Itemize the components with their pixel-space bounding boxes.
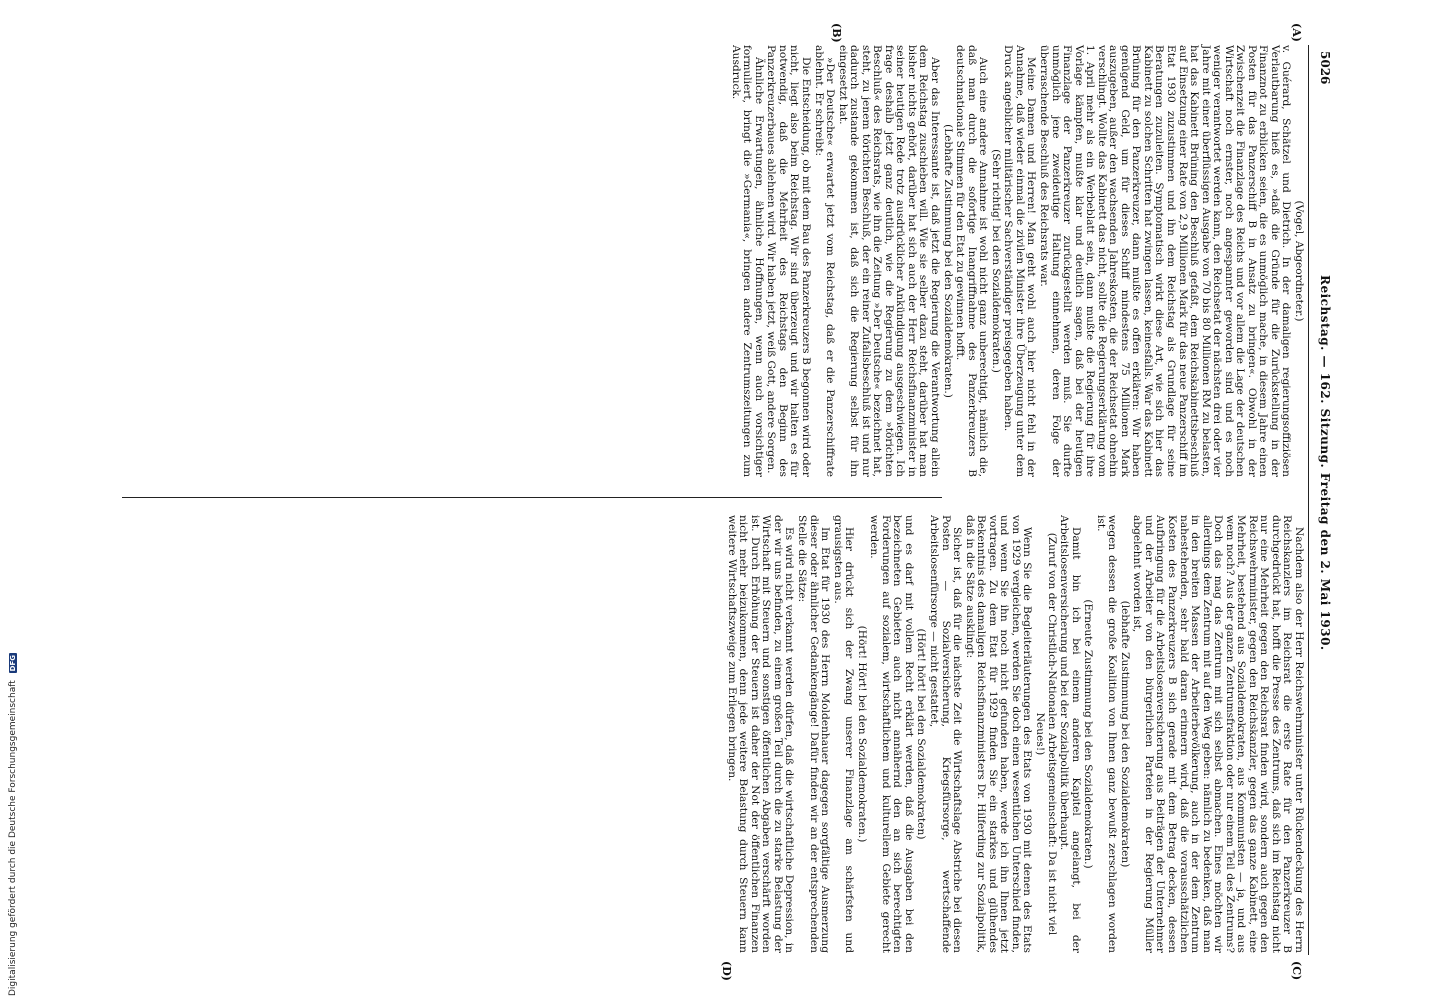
paragraph: v. Guérard, Schätzel und Dietrich. In der damaligen regierungsoffiziösen Verlautbarung hieß es, »daß die Gründe für die Zurückstellung in der Finanznot zu erblicken seien, die es unmöglich mache, in diesem Jahre einen Posten für das Panzerschiff B in Ansatz zu bringen«. Obwohl in der Zwischenzeit die Finanzlage des Reichs und vor allem die Lage der deutschen Wirtschaft noch ernster, noch angespannter geworden sind und es noch weniger verantwortet werden kann, den Reichsetat der nächsten drei oder vier Jahre mit einer überflüssigen Ausgabe von 70 bis 80 Millionen RM zu belasten, hat das Kabinett Brüning den Beschluß gefaßt, dem Reichskabinettsbeschluß auf Einsetzung einer Rate von 2,9 Millionen Mark für das neue Panzerschiff im Etat 1930 zuzustimmen und ihn dem Reichstag als Grundlage für seine Beratungen zuzuleiten. Symptomatisch wirkt diese Art, wie sich hier das Kabinett zu solchen Schritten hat zwingen lassen, keinesfalls. War das Kabinett Brüning für den Panzerkreuzer, dann mußte es offen erklären: Wir haben genügend Geld, um für dieses Schiff mindestens 75 Millionen Mark auszugeben, außer den wachsenden Jahreskosten, die der Reichsetat ohnehin verschlingt. Wollte das Kabinett das nicht, sollte die Regierungserklärung vom 1. April mehr als ein Werbeblatt sein, dann mußte die Regierung für ihre Vorlage kämpfen, mußte klar und deutlich sagen, daß bei der heutigen Finanzlage der Panzerkreuzer zurückgestellt werden muß. Sie durfte unmöglich jene zweideutige Haltung einnehmen, deren Folge der überraschende Beschluß des Reichsrats war. [1037,45,1293,477]
column-rule [122,497,942,498]
margin-letter-b: (B) [830,23,843,43]
dfg-logo: DFG [9,655,17,672]
interjection: (Sehr richtig! bei den Sozialdemokraten.) [989,149,1002,373]
paragraph: Im Etat für 1930 des Herrn Moldenhauer dagegen sorgfältige Ausmerzung dieser oder ähnlicher Gedankengänge! Dafür finden wir an der entsprechenden Stelle die Sätze: [796,515,832,953]
page-header [1310,45,1332,955]
rotated-document [102,23,1332,981]
margin-letter-d: (D) [720,961,733,981]
paragraph: Auch eine andere Annahme ist wohl nicht ganz unberechtigt, nämlich die, daß man durch die sofortige Inangriffnahme des Panzerkreuzers B deutschnationale Stimmen für den Etat zu gewinnen hofft. [954,45,990,477]
quotation: Die Entscheidung, ob mit dem Bau des Panzerkreuzers B begonnen wird oder nicht, liegt also beim Reichstag. Wir sind überzeugt und wir halten es für notwendig, daß die Mehrheit des Reichstags den Beginn des Panzerkreuzerbaues ablehnen wird. Wir haben jetzt, weiß Gott, andere Sorgen. [765,45,813,477]
header-rule [1308,45,1309,955]
page-number: 5026 [1318,51,1332,85]
paragraph: wegen dessen die große Koalition von Ihnen ganz bewußt zerschlagen worden ist. [1094,515,1119,953]
quotation: und es darf mit vollem Recht erklärt werden, daß die Ausgaben bei den bezeichneten Gebieten auch nicht annähernd den an sich berechtigten Forderungen auf sozialem, wirtschaftlichem und kulturellem Gebiete gerecht werden. [868,515,915,953]
interjection: (Hört! hört! bei den Sozialdemokraten) [915,628,928,840]
quotation: Hier drückt sich der Zwang unserer Finanzlage am schärfsten und grausigsten aus. [831,515,856,953]
left-column [728,45,1304,477]
interjection: (Erneute Zustimmung bei den Sozialdemokraten.) [1082,599,1095,869]
paragraph: »Der Deutsche« erwartet jetzt vom Reichstag, daß er die Panzerschiffrate ablehnt. Er schreibt: [812,45,837,477]
paragraph: Damit bin ich bei einem anderen Kapitel angelangt, bei der Arbeitslosenversicherung und bei der Sozialpolitik überhaupt. [1058,515,1082,953]
paragraph: Ähnliche Erwartungen, ähnliche Hoffnungen, wenn auch vorsichtiger formuliert, bringt die »Germania«, bringen andere Zentrumszeitungen zum Ausdruck. [729,45,765,477]
paragraph: Aber das Interessante ist, daß jetzt die Regierung die Verantwortung allein dem Reichstag zuschieben will. Wie sie selber dazu steht, darüber hat man bisher nichts gehört, darüber hat sich auch der Herr Reichsfinanzminister in seiner heutigen Rede trotz ausdrücklicher Ankündigung ausgeschwiegen. Ich frage deshalb jetzt ganz deutlich, wie die Regierung zu dem »törichten Beschluß« des Reichsrats, wie ihn die Zeitung »Der Deutsche« bezeichnet hat, steht, zu jenem törichten Beschluß, der ein reiner Zufallsbeschluß ist und nur dadurch zustande gekommen ist, daß sich die Regierung selbst für ihn eingesetzt hat. [836,45,942,477]
speaker-line: (Vogel, Abgeordneter.) [1293,200,1305,322]
quotation: Sicher ist, daß für die nächste Zeit die Wirtschaftslage Abstriche bei diesen Posten — Sozialversicherung, Kriegsfürsorge, wertschaffende Arbeitslosenfürsorge — nicht gestattet, [928,515,964,953]
margin-letter-a: (A) [1290,23,1303,42]
interjection: (Lebhafte Zustimmung bei den Sozialdemokraten.) [941,124,954,398]
paragraph: Wenn Sie die Begleiterläuterungen des Etats von 1930 mit denen des Etats von 1929 vergleichen, werden Sie doch einen wesentlichen Unterschied finden, und wenn Sie ihn noch nicht gefunden haben, werde ich ihn Ihnen jetzt vortragen. Zu dem Etat für 1929 finden Sie ein starkes und glühendes Bekenntnis des damaligen Reichsfinanzministers Dr. Hilferding zur Sozialpolitik, daß in die Sätze ausklingt: [963,515,1034,953]
margin-letter-c: (C) [1290,961,1303,981]
quotation: Es wird nicht verkannt werden dürfen, daß die wirtschaftliche Depression, in der wir uns befinden, zu einem großen Teil durch die zu starke Belastung der Wirtschaft mit Steuern und sonstigen öffentlichen Abgaben verschärft worden ist. Durch Erhöhung der Steuern ist daher der Not der öffentlichen Finanzen nicht mehr beizukommen, denn jede weitere Belastung durch Steuern kann weitere Wirtschaftszweige zum Erliegen bringen. [725,515,796,953]
paragraph: Meine Damen und Herren! Man geht wohl auch hier nicht fehl in der Annahme, daß wieder einmal die zivilen Minister ihre Überzeugung unter dem Druck angeblicher militärischer Sachverständiger preisgegeben haben. [1002,45,1038,477]
footer-text: Digitalisierung gefördert durch die Deutsche Forschungsgemeinschaft [8,680,18,996]
interjection: (Zuruf von der Christlich-Nationalen Arbeitsgemeinschaft: Da ist nicht viel Neues!) [1033,532,1058,936]
right-column [724,515,1304,953]
interjection: (lebhafte Zustimmung bei den Sozialdemokraten) [1118,600,1131,868]
digitization-footer [8,653,18,996]
interjection: (Hört! Hört! bei den Sozialdemokraten.) [855,625,868,843]
paragraph: Nachdem also der Herr Reichswehrminister unter Rückendeckung des Herrn Reichskanzlers im Reichsrat die erste Rate für den Panzerkreuzer B durchgedrückt hat, hofft die Presse des Zentrums, daß sich im Reichstag nicht nur eine Mehrheit gegen den Reichsrat finden wird, sondern auch gegen den Reichswehrminister, gegen den Reichskanzler, gegen das ganze Kabinett, eine Mehrheit, bestehend aus Sozialdemokraten, aus Kommunisten — ja, und aus wem noch? Aus der ganzen Zentrumsfraktion oder nur einem Teil des Zentrums? Doch das mag das Zentrum mit sich selbst abmachen. Eines möchten wir allerdings dem Zentrum mit auf den Weg geben: nämlich zu bedenken, daß man in den breiten Massen der Arbeiterbevölkerung, auch in der dem Zentrum nahestehenden, sehr bald daran erinnern wird, daß die vorausschätzlichen Kosten des Panzerkreuzers B sich gerade mit dem Betrag decken, dessen Aufbringung für die Arbeitslosenversicherung aus Beiträgen der Unternehmer und der Arbeiter von den bürgerlichen Parteien in der Regierung Müller abgelehnt worden ist, [1131,515,1305,953]
page-title: Reichstag. — 162. Sitzung. Freitag den 2. Mai 1930. [1318,275,1332,651]
